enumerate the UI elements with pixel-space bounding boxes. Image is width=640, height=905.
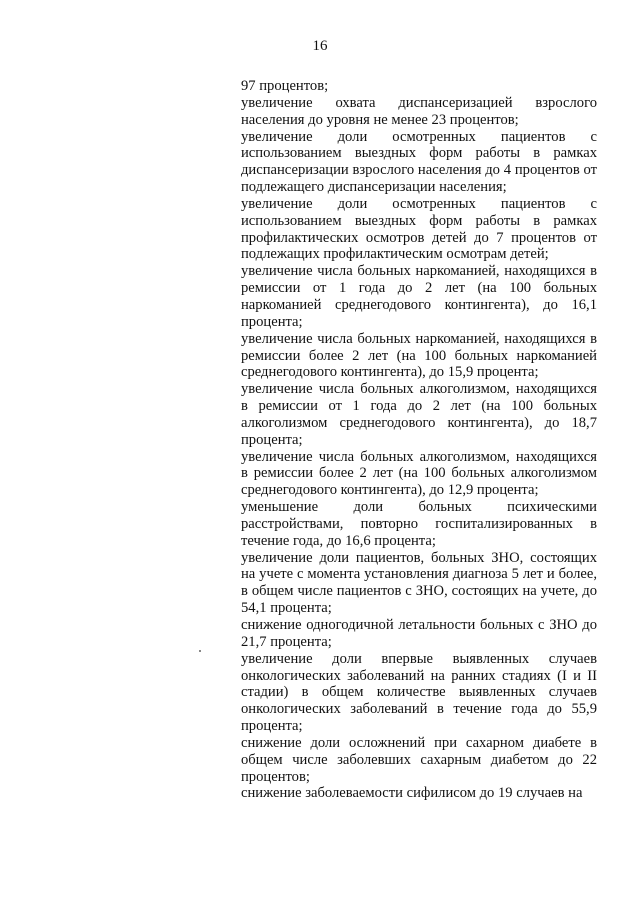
document-body bbox=[241, 78, 597, 802]
list-item: уменьшение доли больных психическими расстройствами, повторно госпитализированных в течение года, до 16,6 процента; bbox=[241, 499, 597, 549]
page-number: 16 bbox=[312, 38, 328, 54]
list-item: увеличение охвата диспансеризацией взрослого населения до уровня не менее 23 процентов; bbox=[241, 94, 597, 128]
list-item: снижение одногодичной летальности больных с ЗНО до 21,7 процента; bbox=[241, 617, 597, 650]
list-item: увеличение числа больных наркоманией, находящихся в ремиссии более 2 лет (на 100 больных наркоманией среднегодового контингента), до 15,9 процента; bbox=[241, 330, 597, 381]
list-item: снижение заболеваемости сифилисом до 19 случаев на bbox=[241, 785, 583, 802]
list-item: увеличение доли впервые выявленных случаев онкологических заболеваний на ранних стадиях (I и II стадии) в общем количестве выявленных случаев онкологических заболеваний в течение года до 55,9 процента; bbox=[241, 650, 597, 735]
margin-mark bbox=[199, 650, 201, 652]
list-item: увеличение числа больных алкоголизмом, находящихся в ремиссии от 1 года до 2 лет (на 100 больных алкоголизмом среднегодового контингента), до 18,7 процента; bbox=[241, 381, 597, 448]
list-item: снижение доли осложнений при сахарном диабете в общем числе заболевших сахарным диабетом до 22 процентов; bbox=[241, 734, 597, 785]
list-item: 97 процентов; bbox=[241, 78, 329, 94]
list-item: увеличение доли осмотренных пациентов с использованием выездных форм работы в рамках профилактических осмотров детей до 7 процентов от подлежащих профилактическим осмотрам детей; bbox=[241, 195, 597, 263]
list-item: увеличение числа больных алкоголизмом, находящихся в ремиссии более 2 лет (на 100 больных алкоголизмом среднегодового контингента), до 12,9 процента; bbox=[241, 448, 597, 499]
list-item: увеличение числа больных наркоманией, находящихся в ремиссии от 1 года до 2 лет (на 100 больных наркоманией среднегодового контингента), до 16,1 процента; bbox=[241, 263, 597, 330]
list-item: увеличение доли осмотренных пациентов с использованием выездных форм работы в рамках диспансеризации взрослого населения до 4 процентов от подлежащего диспансеризации населения; bbox=[241, 128, 597, 196]
list-item: увеличение доли пациентов, больных ЗНО, состоящих на учете с момента установления диагноза 5 лет и более, в общем числе пациентов с ЗНО, состоящих на учете, до 54,1 процента; bbox=[241, 549, 597, 617]
